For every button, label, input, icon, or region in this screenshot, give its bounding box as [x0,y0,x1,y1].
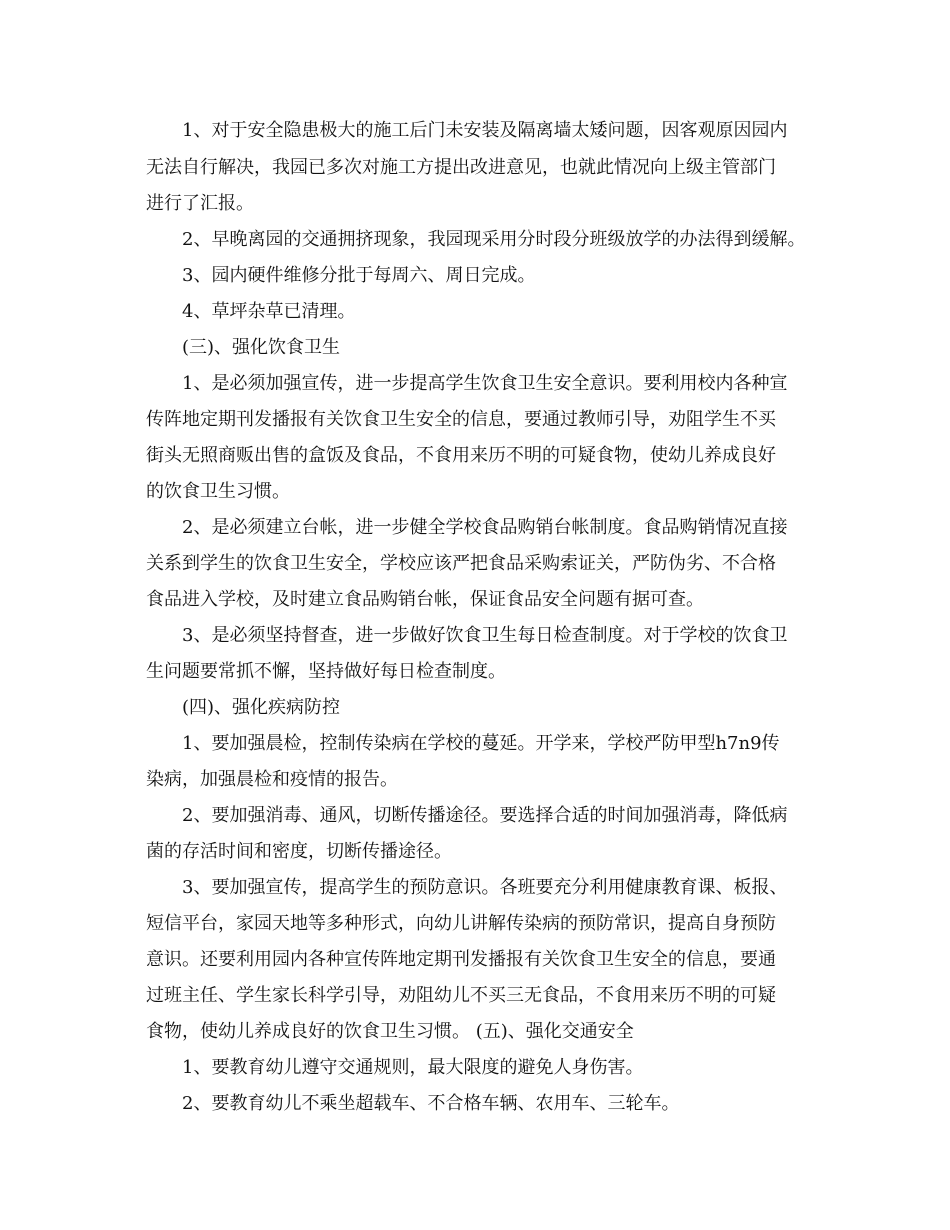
paragraph-line: 的饮食卫生习惯。 [146,481,290,502]
paragraph-line: 3、是必须坚持督查，进一步做好饮食卫生每日检查制度。对于学校的饮食卫 [182,625,788,646]
paragraph-line: 食品进入学校，及时建立食品购销台帐，保证食品安全问题有据可查。 [146,589,704,610]
section-heading: (三)、强化饮食卫生 [182,337,341,358]
paragraph-line: 1、要加强晨检，控制传染病在学校的蔓延。开学来，学校严防甲型h7n9传 [182,733,780,754]
paragraph-line: 2、要加强消毒、通风，切断传播途径。要选择合适的时间加强消毒，降低病 [182,805,788,826]
paragraph-line: 2、是必须建立台帐，进一步健全学校食品购销台帐制度。食品购销情况直接 [182,517,788,538]
paragraph-line: 菌的存活时间和密度，切断传播途径。 [146,841,452,862]
paragraph-line: 进行了汇报。 [146,193,254,214]
paragraph-line: 意识。还要利用园内各种宣传阵地定期刊发播报有关饮食卫生安全的信息，要通 [146,949,776,970]
paragraph-line: 4、草坪杂草已清理。 [182,301,356,322]
paragraph-line: 无法自行解决，我园已多次对施工方提出改进意见，也就此情况向上级主管部门 [146,157,776,178]
paragraph-line: 染病，加强晨检和疫情的报告。 [146,769,398,790]
paragraph-line: 街头无照商贩出售的盒饭及食品，不食用来历不明的可疑食物，使幼儿养成良好 [146,445,776,466]
paragraph-line: 短信平台，家园天地等多种形式，向幼儿讲解传染病的预防常识，提高自身预防 [146,913,776,934]
paragraph-line: 食物，使幼儿养成良好的饮食卫生习惯。 (五)、强化交通安全 [146,1021,634,1042]
paragraph-line: 1、对于安全隐患极大的施工后门未安装及隔离墙太矮问题，因客观原因园内 [182,120,788,141]
paragraph-line: 2、要教育幼儿不乘坐超载车、不合格车辆、农用车、三轮车。 [182,1093,680,1114]
section-heading: (四)、强化疾病防控 [182,697,341,718]
paragraph-line: 生问题要常抓不懈，坚持做好每日检查制度。 [146,661,506,682]
paragraph-line: 2、早晚离园的交通拥挤现象，我园现采用分时段分班级放学的办法得到缓解。 [182,229,806,250]
paragraph-line: 3、园内硬件维修分批于每周六、周日完成。 [182,265,536,286]
paragraph-line: 1、要教育幼儿遵守交通规则，最大限度的避免人身伤害。 [182,1057,644,1078]
paragraph-line: 3、要加强宣传，提高学生的预防意识。各班要充分利用健康教育课、板报、 [182,877,788,898]
paragraph-line: 传阵地定期刊发播报有关饮食卫生安全的信息，要通过教师引导，劝阻学生不买 [146,409,776,430]
paragraph-line: 1、是必须加强宣传，进一步提高学生饮食卫生安全意识。要利用校内各种宣 [182,373,788,394]
paragraph-line: 关系到学生的饮食卫生安全，学校应该严把食品采购索证关，严防伪劣、不合格 [146,553,776,574]
paragraph-line: 过班主任、学生家长科学引导，劝阻幼儿不买三无食品，不食用来历不明的可疑 [146,985,776,1006]
